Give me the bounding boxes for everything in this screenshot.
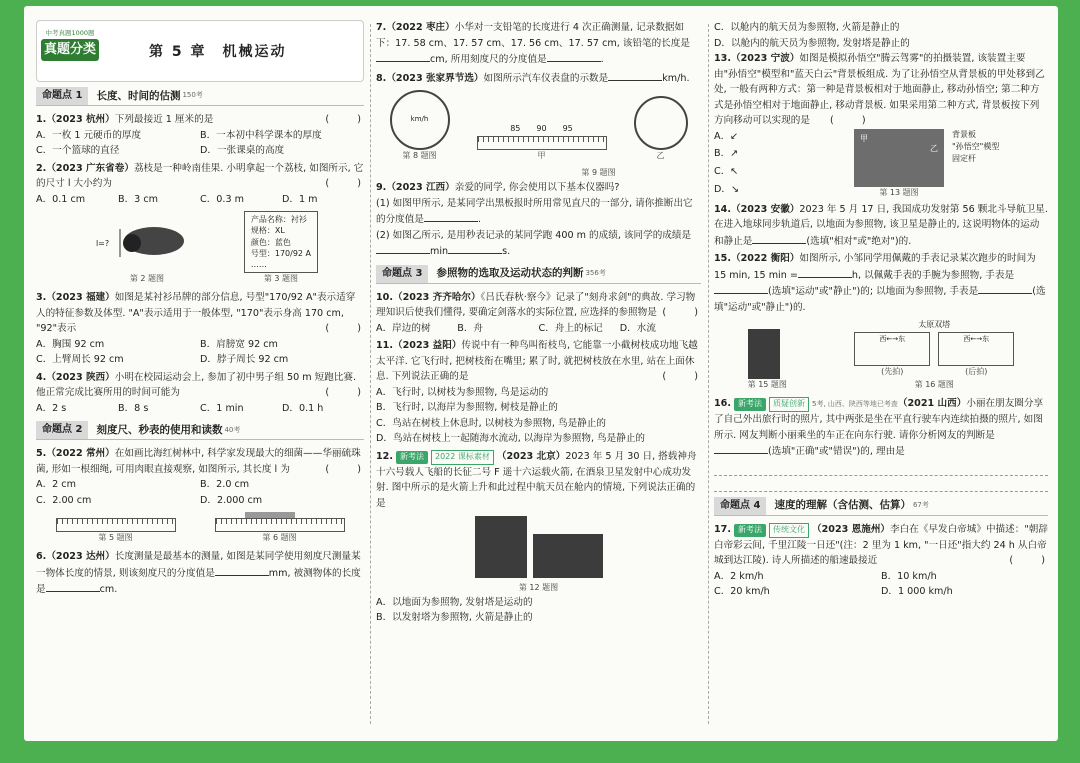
options: A．一枚 1 元硬币的厚度 B．一本初中科学课本的厚度 C．一个篮球的直径 D．一张课桌的高度	[36, 129, 322, 157]
options: A．2 cm B．2.0 cm C．2.00 cm D．2.000 cm	[36, 479, 263, 506]
answer-blank[interactable]	[752, 233, 806, 244]
runner-photo	[748, 329, 780, 379]
options: A．岸边的树 B．舟 C．舟上的标记 D．水流	[376, 322, 656, 334]
answer-blank[interactable]	[547, 51, 601, 62]
figure-15-16: 第 15 题图 太原双塔 西←→东 (先拍) 西←→东 (后拍) 第 16 题图	[714, 319, 1048, 392]
answer-blank[interactable]	[714, 443, 768, 454]
question-13: 13.（2023 宁波）如图是模拟孙悟空"腾云驾雾"的拍摄装置, 该装置主要由"孙悟空"模型和"蓝天白云"背景板组成. 为了让孙悟空从背景板的甲处移到乙处, 一般有两种方式：第一种是背景板相对于地面静止, 移动孙悟空; 第二种方式是孙悟空相对于地面静止, 移动背景板. 如果采用第二种方式, 背景板按下列方向移动可以实现的是 ( ) A．↙ B．↗ C．↖ D．↘ 甲 乙 背景板 "孙悟空"模型 固定杆 第 13 题图	[714, 51, 1048, 200]
figure-2-3: l=? 第 2 题图 产品名称：衬衫 规格：XL 颜色：蓝色 号型：170/92 A …… 第 3 题图	[76, 211, 344, 286]
question-8: 8.（2023 张家界节选）如图所示汽车仪表盘的示数是 km/h.	[376, 70, 701, 87]
section-header: 命题点 1 长度、时间的估测 150考	[36, 87, 364, 106]
answer-blank[interactable]	[714, 283, 768, 294]
column-divider	[370, 24, 371, 724]
ruler-image	[215, 518, 345, 532]
question-12-options-cont: C．以舱内的航天员为参照物, 火箭是静止的 D．以舱内的航天员为参照物, 发射塔是静止的	[714, 22, 910, 49]
ruler-image	[477, 136, 607, 150]
answer-blank[interactable]	[46, 581, 100, 592]
options: A．胸围 92 cm B．肩膀宽 92 cm C．上臂周长 92 cm D．脖子周长 92 cm	[36, 338, 289, 366]
answer-blank[interactable]	[215, 565, 269, 576]
answer-blank[interactable]	[608, 70, 662, 81]
figure-8-9: km/h 第 8 题图 85 90 95 甲 乙	[376, 90, 701, 163]
new-method-badge: 新考法	[396, 451, 428, 464]
question-6: 6.（2023 达州）长度测量是最基本的测量, 如图是某同学使用刻度尺测量某一物体长度的情景, 则该刻度尺的分度值是 mm, 被测物体的长度是 cm.	[36, 551, 361, 596]
question-9: 9.（2023 江西）亲爱的同学, 你会使用以下基本仪器吗? (1) 如图甲所示, 是某同学出黑板报时所用常见直尺的一部分, 请你推断出它的分度值是 . (2) 如图乙所示, 是用秒表记录的某同学跑 400 m 的成绩, 该同学的成绩是min s.	[376, 182, 693, 258]
column-divider	[708, 24, 709, 724]
question-16: 16. 新考法 质疑创新 5考, 山西、陕西等地已考查（2021 山西）小丽在朋友圈分享了自己外出旅行时的照片, 其中两张是坐在平直行驶车内连续拍摄的照片, 如图所示. 网友判断小丽乘坐的车正在向东行驶. 请你分析网友的判断是(选填"正确"或"错误")的, 理由是	[714, 396, 1048, 492]
ruler-image	[56, 518, 176, 532]
column-2: 7.（2022 枣庄）小华对一支铅笔的长度进行 4 次正确测量, 记录数据如下：17. 58 cm、17. 57 cm、17. 56 cm、17. 57 cm, 该铅笔的长度是cm, 所用刻度尺的分度值是 . 8.（2023 张家界节选）如图所示汽车仪表盘的示数是 km/h. km/h 第 8 题图 85 90 95 甲 乙 第 9 题图 9.（2023 江西）亲爱的同学, 你会使用以下基本仪器吗? (1) 如图甲所示, 是某同学出黑板报时所用常见直尺的一部分, 请你推断出它的分度值是 . (2) 如图乙所示, 是用秒表记录的某同学跑 400 m 的成绩, 该同学的成绩是min s. 命题点 3 参照物的选取及运动状态的判断 356考 10.（2023 齐齐哈尔）《吕氏春秋·察今》记录了"刻舟求剑"的典故. 学习物理知识后使我们懂得, 要确定剑落水的实际位置, 应选择的参照物是 ( ) A．岸边的树 B．舟 C．舟上的标记 D．水流 11.（2023 益阳）传说中有一种鸟叫衔枝鸟, 它能靠一小截树枝成功地飞越太平洋. 它飞行时, 把树枝衔在嘴里; 累了时, 就把树枝放在水里, 站在上面休息. 下列说法正确的是 ( ) A．飞行时, 以树枝为参照物, 鸟是运动的 B．飞行时, 以海岸为参照物, 树枝是静止的 C．鸟站在树枝上休息时, 以树枝为参照物, 鸟是静止的 D．鸟站在树枝上一起随海水流动, 以海岸为参照物, 鸟是静止的 12. 新考法 2022 课标素材 （2023 北京）2023 年 5 月 30 日, 搭载神舟十六号载人飞船的长征二号 F 遥十六运载火箭, 在酒泉卫星发射中心成功发射. 图中所示的是火箭上升和此过程中航天员在舱内的情境, 下列说法正确的是 第 12 题图 A．以地面为参照物, 发射塔是运动的 B．以发射塔为参照物, 火箭是静止的	[376, 20, 701, 741]
shirt-tag-image: 产品名称：衬衫 规格：XL 颜色：蓝色 号型：170/92 A ……	[244, 211, 318, 273]
book-logo: 中考真题1000题 真题分类	[41, 28, 99, 72]
speedometer-image: km/h	[390, 90, 450, 150]
question-5: 5.（2022 常州）在如画比海红树林中, 科学家发现最大的细菌——华丽硫珠菌, 形如一根细绳, 可用肉眼直接观察, 如图所示, 其长度 l 为 ( ) A．2 cm B．2.0 cm C．2.00 cm D．2.000 cm	[36, 446, 364, 508]
question-10: 10.（2023 齐齐哈尔）《吕氏春秋·察今》记录了"刻舟求剑"的典故. 学习物理知识后使我们懂得, 要确定剑落水的实际位置, 应选择的参照物是 ( ) A．岸边的树 B．舟 C．舟上的标记 D．水流	[376, 290, 701, 337]
options: A．2 s B．8 s C．1 min D．0.1 h	[36, 402, 324, 414]
options: A．2 km/h B．10 km/h C．20 km/h D．1 000 km/h	[714, 570, 953, 598]
astronaut-photo	[533, 534, 603, 578]
options: A．飞行时, 以树枝为参照物, 鸟是运动的 B．飞行时, 以海岸为参照物, 树枝是静止的 C．鸟站在树枝上休息时, 以树枝为参照物, 鸟是静止的 D．鸟站在树枝上一起随海水流动, 以海岸为参照物, 鸟是静止的	[376, 386, 646, 445]
question-3: 3.（2023 福建）如图是某衬衫吊牌的部分信息, 号型"170/92 A"表示适穿人的特征参数及体型. "A"表示适用于一般体型, "170"表示身高 170 cm, "92"表示 ( ) A．胸围 92 cm B．肩膀宽 92 cm C．上臂周长 92 cm D．脖子周长 92 cm	[36, 290, 364, 368]
options: A．↙ B．↗ C．↖ D．↘	[714, 130, 740, 195]
answer-blank[interactable]	[376, 51, 430, 62]
figure-5-6: 第 5 题图 第 6 题图	[36, 512, 364, 545]
window-photo-1: 西←→东	[854, 332, 930, 366]
chapter-header	[36, 20, 364, 82]
column-3	[714, 20, 1048, 741]
chapter-title: 第 5 章 机械运动	[149, 44, 287, 60]
question-12: 12. 新考法 2022 课标素材 （2023 北京）2023 年 5 月 30 日, 搭载神舟十六号载人飞船的长征二号 F 遥十六运载火箭, 在酒泉卫星发射中心成功发射. 图中所示的是火箭上升和此过程中航天员在舱内的情境, 下列说法正确的是 第 12 题图 A．以地面为参照物, 发射塔是运动的 B．以发射塔为参照物, 火箭是静止的	[376, 449, 701, 626]
figure-12	[376, 516, 701, 578]
section-header: 命题点 2 刻度尺、秒表的使用和读数 40考	[36, 421, 364, 440]
options: A．以地面为参照物, 发射塔是运动的 B．以发射塔为参照物, 火箭是静止的	[376, 596, 533, 624]
question-14: 14.（2023 安徽）2023 年 5 月 17 日, 我国成功发射第 56 颗北斗导航卫星. 在进入地球同步轨道后, 以地面为参照物, 该卫星是静止的, 这说明物体的运动和静止是 (选填"相对"或"绝对")的.	[714, 203, 1048, 247]
answer-blank[interactable]	[376, 243, 430, 254]
answer-line[interactable]	[714, 462, 1048, 476]
stopwatch-image	[634, 96, 688, 150]
window-photo-2: 西←→东	[938, 332, 1014, 366]
question-4: 4.（2023 陕西）小明在校园运动会上, 参加了初中男子组 50 m 短跑比赛. 他正常完成比赛所用的时间可能为 ( ) A．2 s B．8 s C．1 min D．0.1 h	[36, 370, 364, 417]
question-7: 7.（2022 枣庄）小华对一支铅笔的长度进行 4 次正确测量, 记录数据如下：17. 58 cm、17. 57 cm、17. 56 cm、17. 57 cm, 该铅笔的长度是cm, 所用刻度尺的分度值是 .	[376, 22, 690, 66]
answer-blank[interactable]	[798, 267, 852, 278]
sky-background-image: 甲 乙	[854, 129, 944, 187]
question-1: 1.（2023 杭州）下列最接近 1 厘米的是 ( ) A．一枚 1 元硬币的厚度 B．一本初中科学课本的厚度 C．一个篮球的直径 D．一张课桌的高度	[36, 112, 364, 159]
answer-line[interactable]	[714, 478, 1048, 492]
rocket-photo	[475, 516, 527, 578]
answer-blank[interactable]	[448, 243, 502, 254]
exam-page	[24, 6, 1058, 741]
question-15: 15.（2022 衡阳）如图所示, 小邹同学用佩戴的手表记录某次跑步的时间为 15 min, 15 min = h, 以佩戴手表的手腕为参照物, 手表是(选填"运动"或"静止")的; 以地面为参照物, 手表是 (选填"运动"或"静止")的. 第 15 题图 太原双塔 西←→东 (先拍) 西←→东 (后拍) 第 16 题图	[714, 251, 1048, 392]
column-1	[36, 6, 364, 741]
lychee-hand-image	[102, 219, 192, 263]
section-header: 命题点 3 参照物的选取及运动状态的判断 356考	[376, 265, 701, 284]
options: A．0.1 cm B．3 cm C．0.3 m D．1 m	[36, 193, 318, 205]
question-2: 2.（2023 广东省卷）荔枝是一种岭南佳果. 小明拿起一个荔枝, 如图所示, 它的尺寸 l 大小约为 ( ) A．0.1 cm B．3 cm C．0.3 m D．1 m	[36, 161, 364, 208]
answer-blank[interactable]	[978, 283, 1032, 294]
answer-blank[interactable]	[424, 211, 478, 222]
figure-labels: 背景板 "孙悟空"模型 固定杆	[952, 129, 1000, 163]
question-11: 11.（2023 益阳）传说中有一种鸟叫衔枝鸟, 它能靠一小截树枝成功地飞越太平洋. 它飞行时, 把树枝衔在嘴里; 累了时, 就把树枝放在水里, 站在上面休息. 下列说法正确的是 ( ) A．飞行时, 以树枝为参照物, 鸟是运动的 B．飞行时, 以海岸为参照物, 树枝是静止的 C．鸟站在树枝上休息时, 以树枝为参照物, 鸟是静止的 D．鸟站在树枝上一起随海水流动, 以海岸为参照物, 鸟是静止的	[376, 338, 701, 447]
question-17: 17. 新考法 传统文化 （2023 恩施州）李白在《早发白帝城》中描述："朝辞白帝彩云间, 千里江陵一日还"(注：2 里为 1 km, "一日还"指大约 24 h 从白帝城到达江陵). 诗人所描述的船速最接近 ( ) A．2 km/h B．10 km/h C．20 km/h D．1 000 km/h	[714, 522, 1048, 600]
section-header: 命题点 4 速度的理解（含估测、估算） 67考	[714, 497, 1048, 516]
